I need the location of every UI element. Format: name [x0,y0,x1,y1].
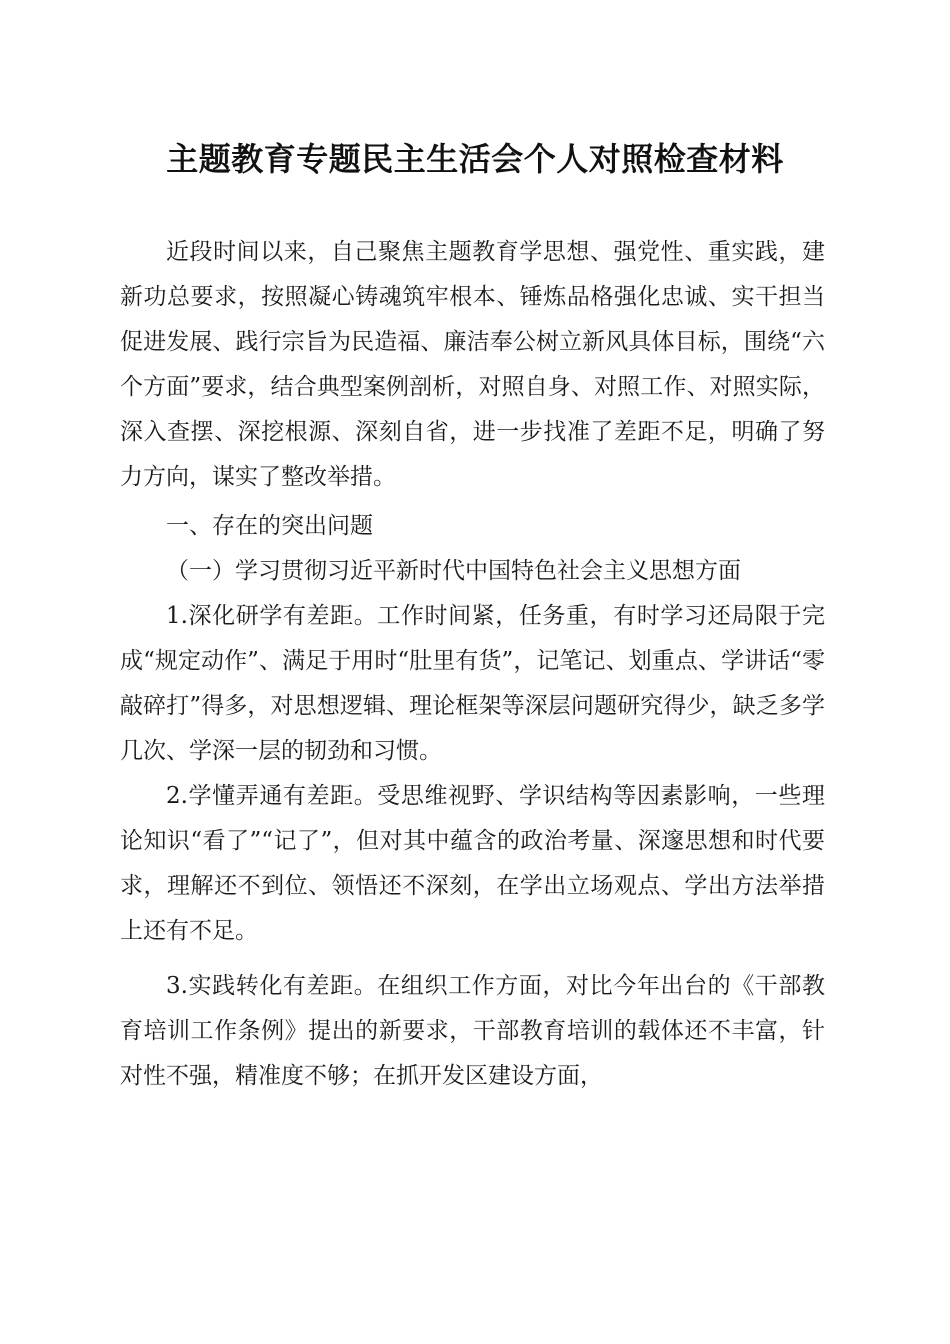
document-title: 主题教育专题民主生活会个人对照检查材料 [166,140,784,178]
section-heading: 一、存在的突出问题 [166,513,373,539]
problem-item-2: 2.学懂弄通有差距。受思维视野、学识结构等因素影响，一些理论知识“看了”“记了”，但对其中蕴含的政治考量、深邃思想和时代要求，理解还不到位、领悟还不深刻，在学出立场观点、学出方法举措上还有不足。 [120,783,825,944]
problem-item-3: 3.实践转化有差距。在组织工作方面，对比今年出台的《干部教育培训工作条例》提出的新要求，干部教育培训的载体还不丰富，针对性不强，精准度不够；在抓开发区建设方面， [120,973,825,1089]
subsection-heading: （一）学习贯彻习近平新时代中国特色社会主义思想方面 [166,558,741,584]
problem-item-1: 1.深化研学有差距。工作时间紧，任务重，有时学习还局限于完成“规定动作”、满足于用时“肚里有货”，记笔记、划重点、学讲话“零敲碎打”得多，对思想逻辑、理论框架等深层问题研究得少，缺乏多学几次、学深一层的韧劲和习惯。 [120,603,825,764]
document-body [120,230,825,1099]
intro-paragraph: 近段时间以来，自己聚焦主题教育学思想、强党性、重实践，建新功总要求，按照凝心铸魂筑牢根本、锤炼品格强化忠诚、实干担当促进发展、践行宗旨为民造福、廉洁奉公树立新风具体目标，围绕“六个方面”要求，结合典型案例剖析，对照自身、对照工作、对照实际，深入查摆、深挖根源、深刻自省，进一步找准了差距不足，明确了努力方向，谋实了整改举措。 [120,239,825,490]
